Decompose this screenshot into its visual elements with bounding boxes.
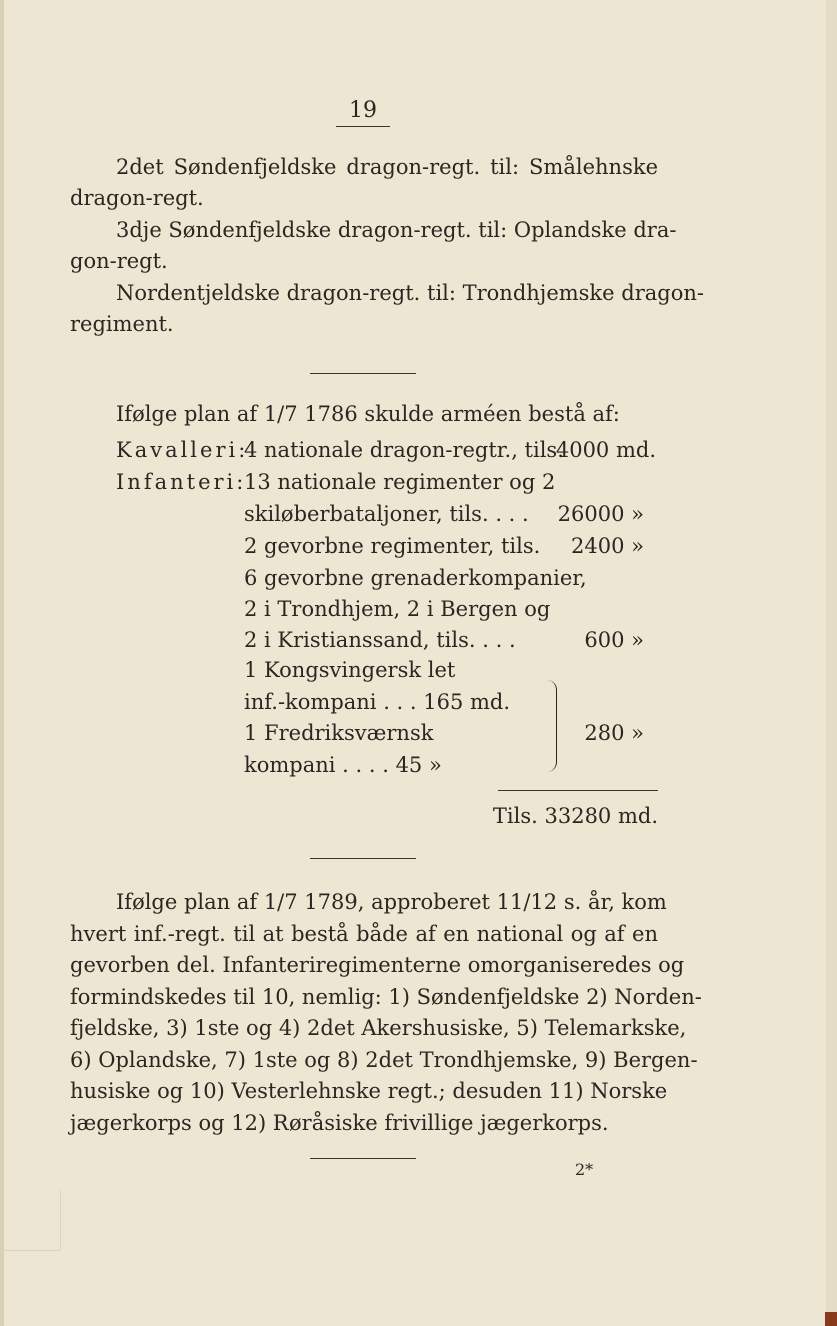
infanteri-line-2: skiløberbataljoner, tils. . . . (244, 502, 529, 526)
infanteri-line-9: 1 Fredriksværnsk (244, 721, 434, 745)
infanteri-line-6: 2 i Kristianssand, tils. . . . (244, 628, 516, 652)
page-number: 19 (349, 98, 377, 123)
plan1786-intro: Ifølge plan af 1/7 1786 skulde arméen bestå af: (116, 402, 620, 426)
kavalleri-value: 4000 md. (555, 438, 656, 462)
para1789-line-5: fjeldske, 3) 1ste og 4) 2det Akershusiske, 5) Telemarkske, (70, 1016, 687, 1040)
section-divider-3 (310, 1158, 416, 1159)
page-edge-right (826, 0, 837, 1326)
para1-line-3: 3dje Søndenfjeldske dragon-regt. til: Oplandske dra- (116, 218, 677, 242)
para1789-line-7: husiske og 10) Vesterlehnske regt.; desuden 11) Norske (70, 1079, 668, 1103)
infanteri-value-2: 26000 » (557, 502, 644, 526)
kavalleri-label: Kavalleri: (116, 438, 249, 462)
para1-line-6: regiment. (70, 312, 174, 336)
para1-line-4: gon-regt. (70, 249, 168, 273)
para1789-line-3: gevorben del. Infanteriregimenterne omorganiseredes og (70, 953, 685, 977)
infanteri-value-3: 2400 » (571, 534, 644, 558)
infanteri-value-9: 280 » (584, 721, 644, 745)
infanteri-line-7: 1 Kongsvingersk let (244, 658, 456, 682)
para1789-line-4: formindskedes til 10, nemlig: 1) Søndenfjeldske 2) Norden- (70, 985, 702, 1009)
infanteri-line-3: 2 gevorbne regimenter, tils. (244, 534, 541, 558)
infanteri-line-4: 6 gevorbne grenaderkompanier, (244, 566, 587, 590)
infanteri-line-8: inf.-kompani . . . 165 md. (244, 690, 511, 714)
para1-line-2: dragon-regt. (70, 186, 204, 210)
infanteri-line-5: 2 i Trondhjem, 2 i Bergen og (244, 597, 551, 621)
section-divider-1 (310, 373, 416, 374)
para1789-line-8: jægerkorps og 12) Røråsiske frivillige jægerkorps. (70, 1111, 609, 1135)
section-divider-2 (310, 858, 416, 859)
kavalleri-text: 4 nationale dragon-regtr., tils. (244, 438, 564, 462)
infanteri-line-1: 13 nationale regimenter og 2 (244, 470, 556, 494)
para1789-line-6: 6) Oplandske, 7) 1ste og 8) 2det Trondhjemske, 9) Bergen- (70, 1048, 698, 1072)
infanteri-line-10: kompani . . . . 45 » (244, 753, 442, 777)
total-rule (498, 790, 658, 791)
margin-fold (0, 1190, 61, 1251)
para1-line-1: 2det Søndenfjeldske dragon-regt. til: Smålehnske (116, 155, 658, 179)
infanteri-label: Infanteri: (116, 470, 247, 494)
para1789-line-2: hvert inf.-regt. til at bestå både af en national og af en (70, 922, 658, 946)
plan1786-total: Tils. 33280 md. (492, 804, 658, 828)
page-corner-mark (825, 1312, 837, 1326)
grouping-brace (538, 680, 557, 772)
infanteri-value-6: 600 » (584, 628, 644, 652)
para1789-line-1: Ifølge plan af 1/7 1789, approberet 11/12 s. år, kom (116, 890, 667, 914)
page-edge-left (0, 0, 4, 1326)
page-number-rule (336, 126, 390, 127)
signature-mark: 2* (575, 1160, 594, 1179)
para1-line-5: Nordentjeldske dragon-regt. til: Trondhjemske dragon- (116, 281, 704, 305)
